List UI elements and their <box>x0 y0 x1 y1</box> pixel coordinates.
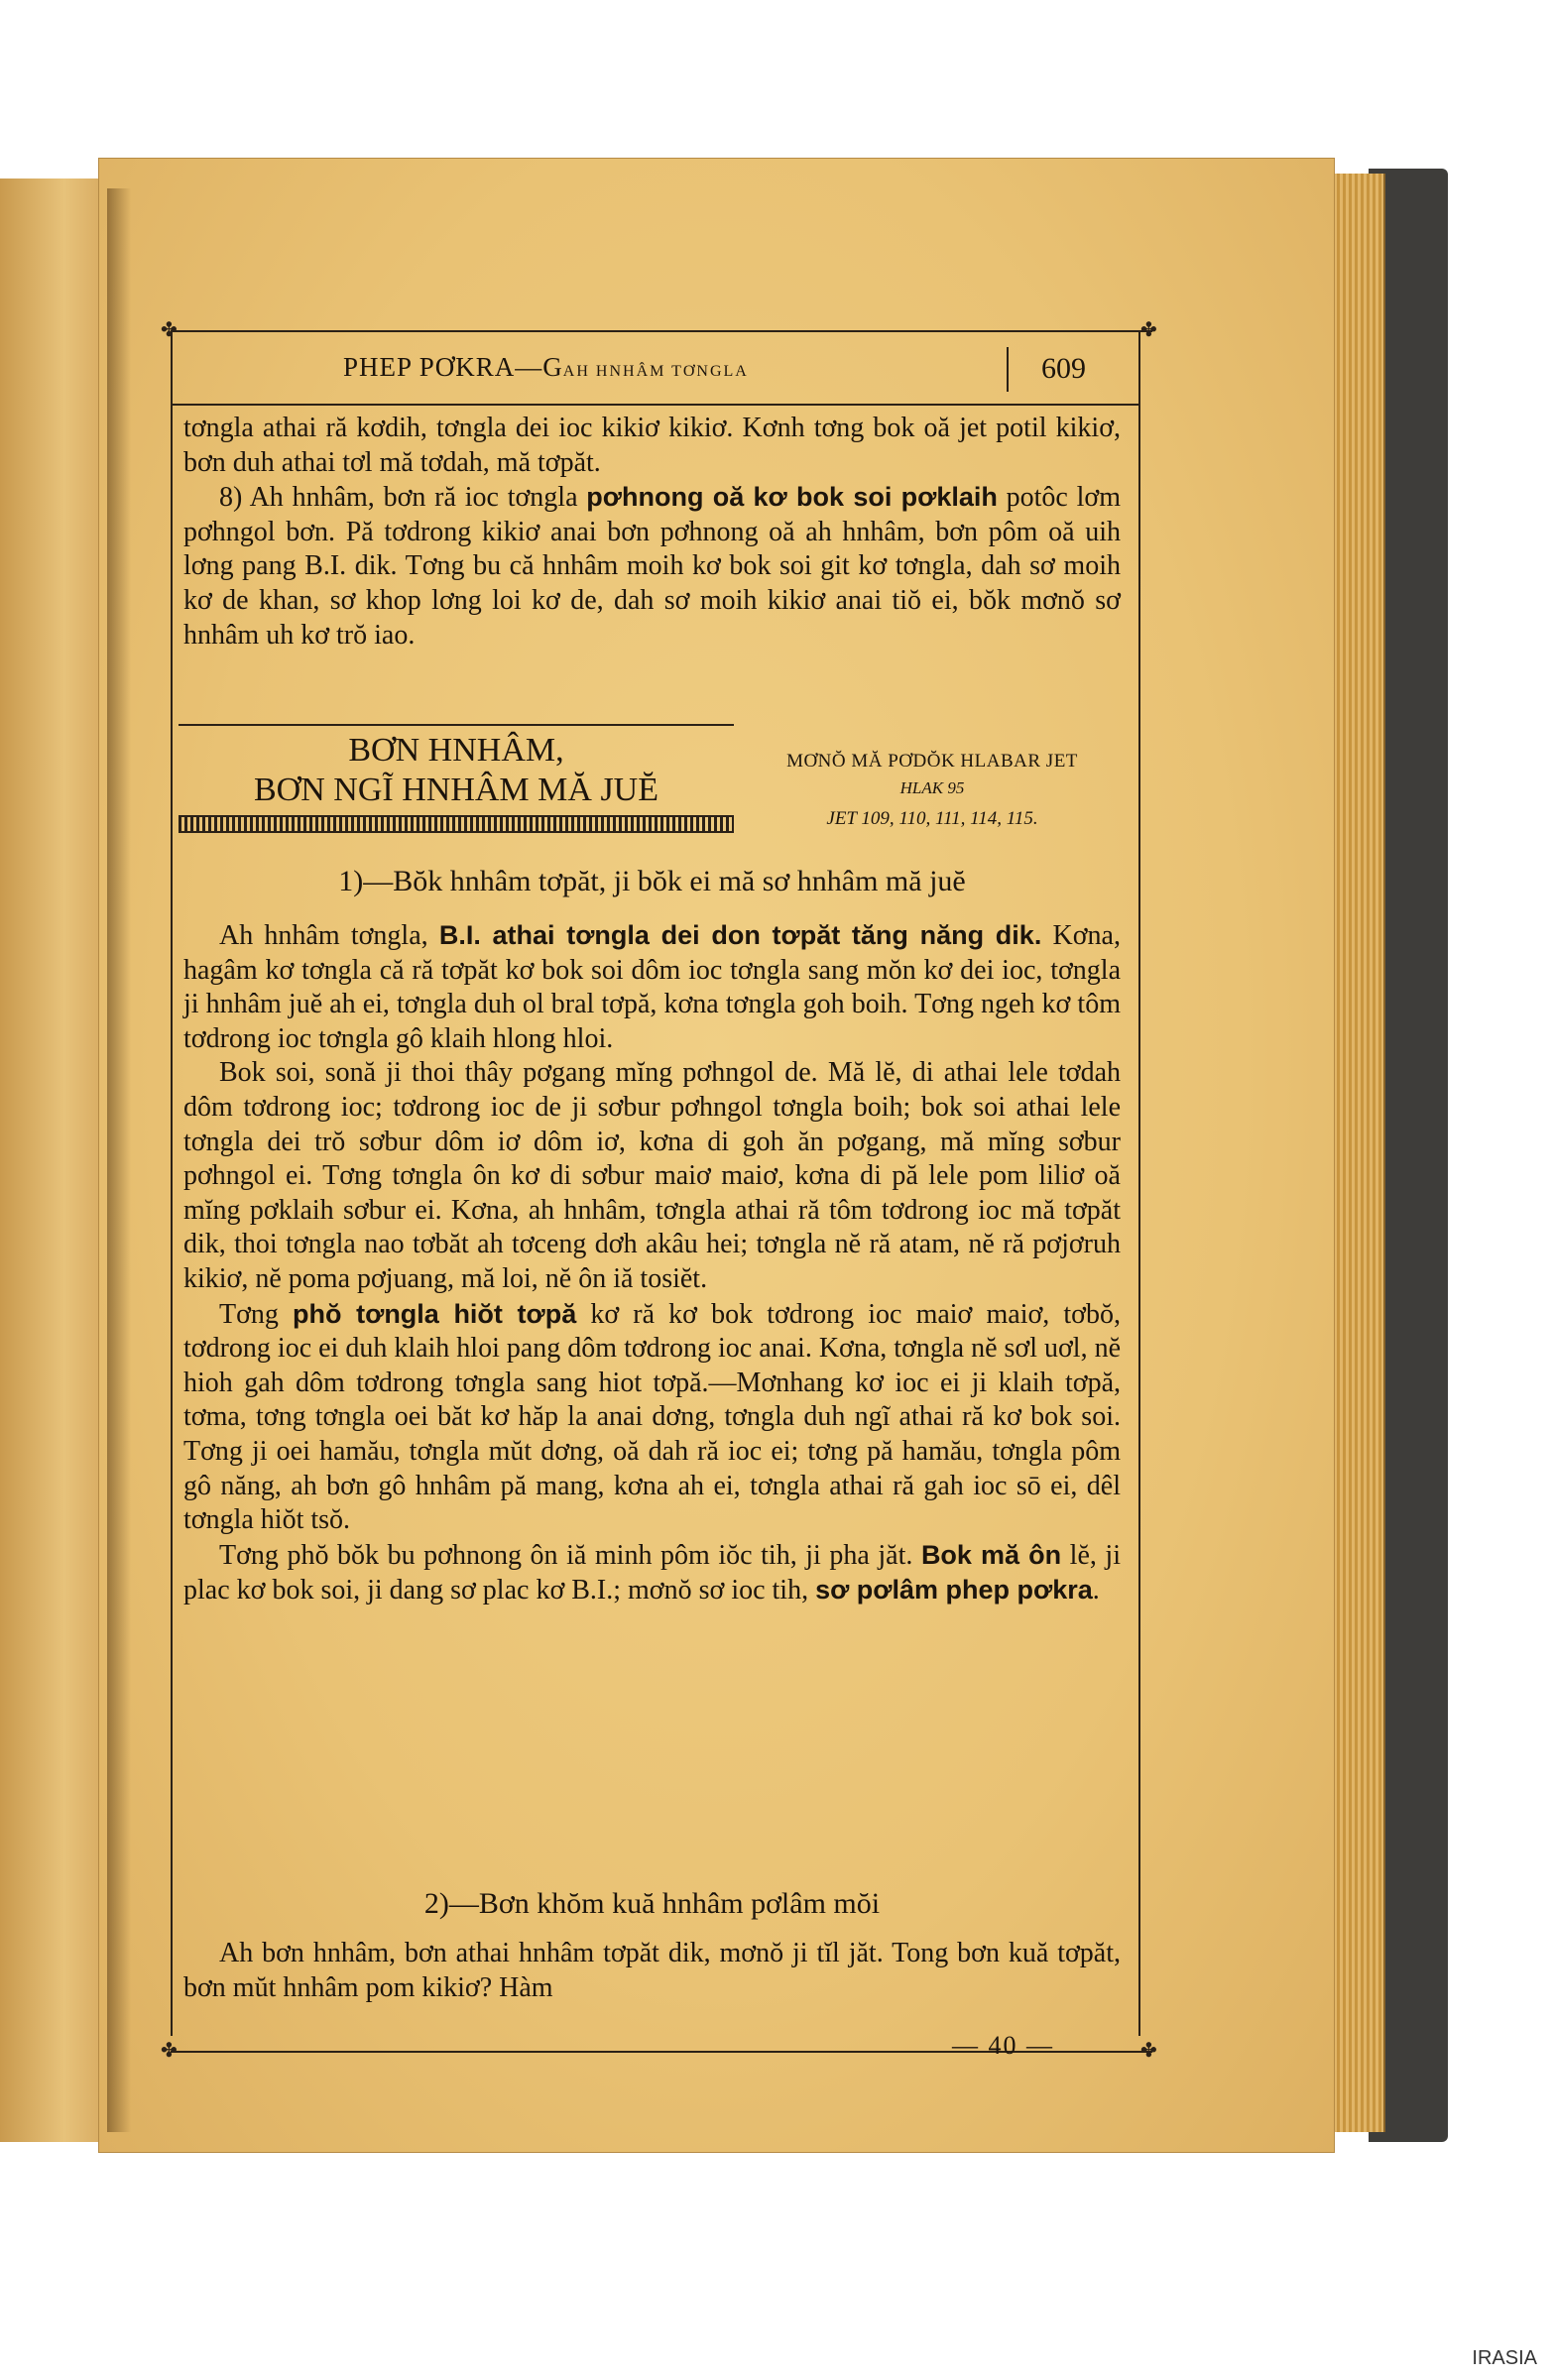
section-hatch-rule <box>179 815 734 833</box>
bold-phrase: phŏ tơngla hiŏt tơpă <box>293 1298 577 1329</box>
section-title-box <box>179 724 734 833</box>
bold-phrase: pơhnong oă kơ bok soi pơklaih <box>586 482 998 513</box>
paragraph-text: Tơng <box>219 1298 294 1330</box>
paragraph-text: Kơna, hagâm kơ tơngla că ră tơpăt kơ bok soi dôm ioc tơngla sang mŏn kơ dei ioc, tơngla ji hnhâm juĕ ah ei, tơngla duh ol bral tơpă, kơna tơngla goh boih. Tơng ngeh kơ tôm tơdrong ioc tơngla gô klaih hlong hloi. <box>183 920 1121 1054</box>
left-rule <box>171 330 173 2036</box>
corner-ornament-icon: ✤ <box>1140 319 1157 341</box>
section-box-rule <box>179 724 734 726</box>
bold-phrase: Bok mă ôn <box>920 1539 1062 1570</box>
corner-ornament-icon: ✤ <box>1140 2040 1157 2062</box>
header-title-small: AH HNHÂM TƠNGLA <box>562 363 749 380</box>
corner-ornament-icon: ✤ <box>161 319 178 341</box>
paragraph-text: potôc lơm pơhngol bơn. Pă tơdrong kikiơ anai bơn pơhnong oă ah hnhâm, bơn pôm oă uih lơng pang B.I. dik. Tơng bu că hnhâm moih kơ bok soi git kơ tơngla, dah sơ moih kơ de khan, sơ khop lơng loi kơ de, dah sơ moih kikiơ anai tiŏ ei, bŏk mơnŏ sơ hnhâm uh kơ trŏ iao. <box>183 482 1122 651</box>
side-references <box>739 751 1126 830</box>
header-divider <box>1007 347 1009 392</box>
paragraph: Ah bơn hnhâm, bơn athai hnhâm tơpăt dik, mơnŏ ji tĭl jăt. Tong bơn kuă tơpăt, bơn mŭt hnhâm pom kikiơ? Hàm <box>183 1938 1121 2003</box>
spine-shadow <box>107 188 131 2132</box>
paragraph-text: lĕ, ji plac kơ bok soi, ji dang sơ plac kơ B.I.; mơnŏ sơ ioc tih, <box>183 1539 1121 1606</box>
watermark: IRASIA <box>1472 2347 1537 2369</box>
section-title-line2: BƠN NGĨ HNHÂM MĂ JUĔ <box>254 772 658 808</box>
section-title-line1: BƠN HNHÂM, <box>348 732 564 769</box>
text-block-top <box>183 412 1121 653</box>
reference-line: HLAK 95 <box>899 778 965 797</box>
paragraph: tơngla athai ră kơdih, tơngla dei ioc kikiơ kikiơ. Kơnh tơng bok oă jet potil kikiơ, bơn duh athai tơl mă tơdah, mă tơpăt. <box>183 413 1121 478</box>
reference-line: JET 109, 110, 111, 114, 115. <box>826 808 1038 829</box>
running-header <box>343 352 998 383</box>
reference-line: MƠNŎ MĂ PƠDŎK HLABAR JET <box>786 751 1078 772</box>
paragraph <box>183 1297 1121 1538</box>
paragraph-text: kơ ră kơ bok tơdrong ioc maiơ maiơ, tơbŏ, tơdrong ioc ei duh klaih hloi pang dôm tơdrong ioc anai. Kơna, tơngla nĕ sơl uơl, nĕ hioh gah dôm tơdrong tơngla sang hiot tơpă.—Mơnhang kơ ioc ei ji klaih tơpă, tơma, tơng tơngla oei băt kơ hăp la anai dơng, tơngla duh ngĩ athai ră kơ bok soi. Tơng ji oei hamău, tơngla mŭt dơng, oă dah ră ioc ei; tơng pă hamău, tơngla pôm gô năng, ah bơn gô hnhâm pă mang, kơna ah ei, tơngla athai ră gah ioc sō ei, dêl tơngla hiŏt tsŏ. <box>183 1298 1121 1536</box>
paragraph <box>183 1538 1121 1608</box>
page-footer-number: — 40 — <box>952 2031 1054 2060</box>
paragraph-text: 8) Ah hnhâm, bơn ră ioc tơngla <box>219 482 587 514</box>
corner-ornament-icon: ✤ <box>161 2040 178 2062</box>
bold-phrase: sơ pơlâm phep pơkra <box>815 1575 1093 1606</box>
section-heading-1: 1)—Bŏk hnhâm tơpăt, ji bŏk ei mă sơ hnhâm mă juĕ <box>338 865 966 897</box>
paragraph-text: Ah hnhâm tơngla, <box>219 920 439 951</box>
page-number: 609 <box>1041 352 1086 385</box>
paragraph: Bok soi, sonă ji thoi thây pơgang mĭng pơhngol de. Mă lĕ, di athai lele tơdah dôm tơdrong ioc; tơdrong ioc de ji sơbur pơhngol tơngla boih; bok soi athai lele tơngla dei trŏ sơbur dôm iơ dôm iơ, kơna di goh ăn pơgang, mă mĭng sơbur pơhngol ei. Tơng tơngla ôn kơ di sơbur maiơ maiơ, kơna di pă lele pom liliơ oă mĭng pơklaih sơbur ei. Kơna, ah hnhâm, tơngla athai ră tôm tơdrong ioc mă tơpăt dik, thoi tơngla nao tơbăt ah tơceng dơh akâu hei; tơngla nĕ ră atam, nĕ ră pơjơruh kikiơ, nĕ poma pơjuang, mă loi, nĕ ôn iă tosiĕt. <box>183 1057 1121 1294</box>
header-rule <box>171 404 1140 406</box>
paragraph <box>183 918 1121 1056</box>
paragraph-text: . <box>1092 1575 1100 1606</box>
section-heading-2: 2)—Bơn khŏm kuă hnhâm pơlâm mŏi <box>423 1887 881 1920</box>
text-block-section-1 <box>183 918 1121 1608</box>
bold-phrase: B.I. athai tơngla dei don tơpăt tăng năng dik. <box>438 920 1042 950</box>
right-rule <box>1138 330 1140 2036</box>
header-title-main: PHEP PƠKRA—G <box>343 352 563 382</box>
paragraph <box>183 480 1121 653</box>
text-block-section-2 <box>183 1937 1121 2005</box>
paragraph-text: Tơng phŏ bŏk bu pơhnong ôn iă minh pôm iŏc tih, ji pha jăt. <box>219 1539 921 1571</box>
top-rule <box>171 330 1152 332</box>
